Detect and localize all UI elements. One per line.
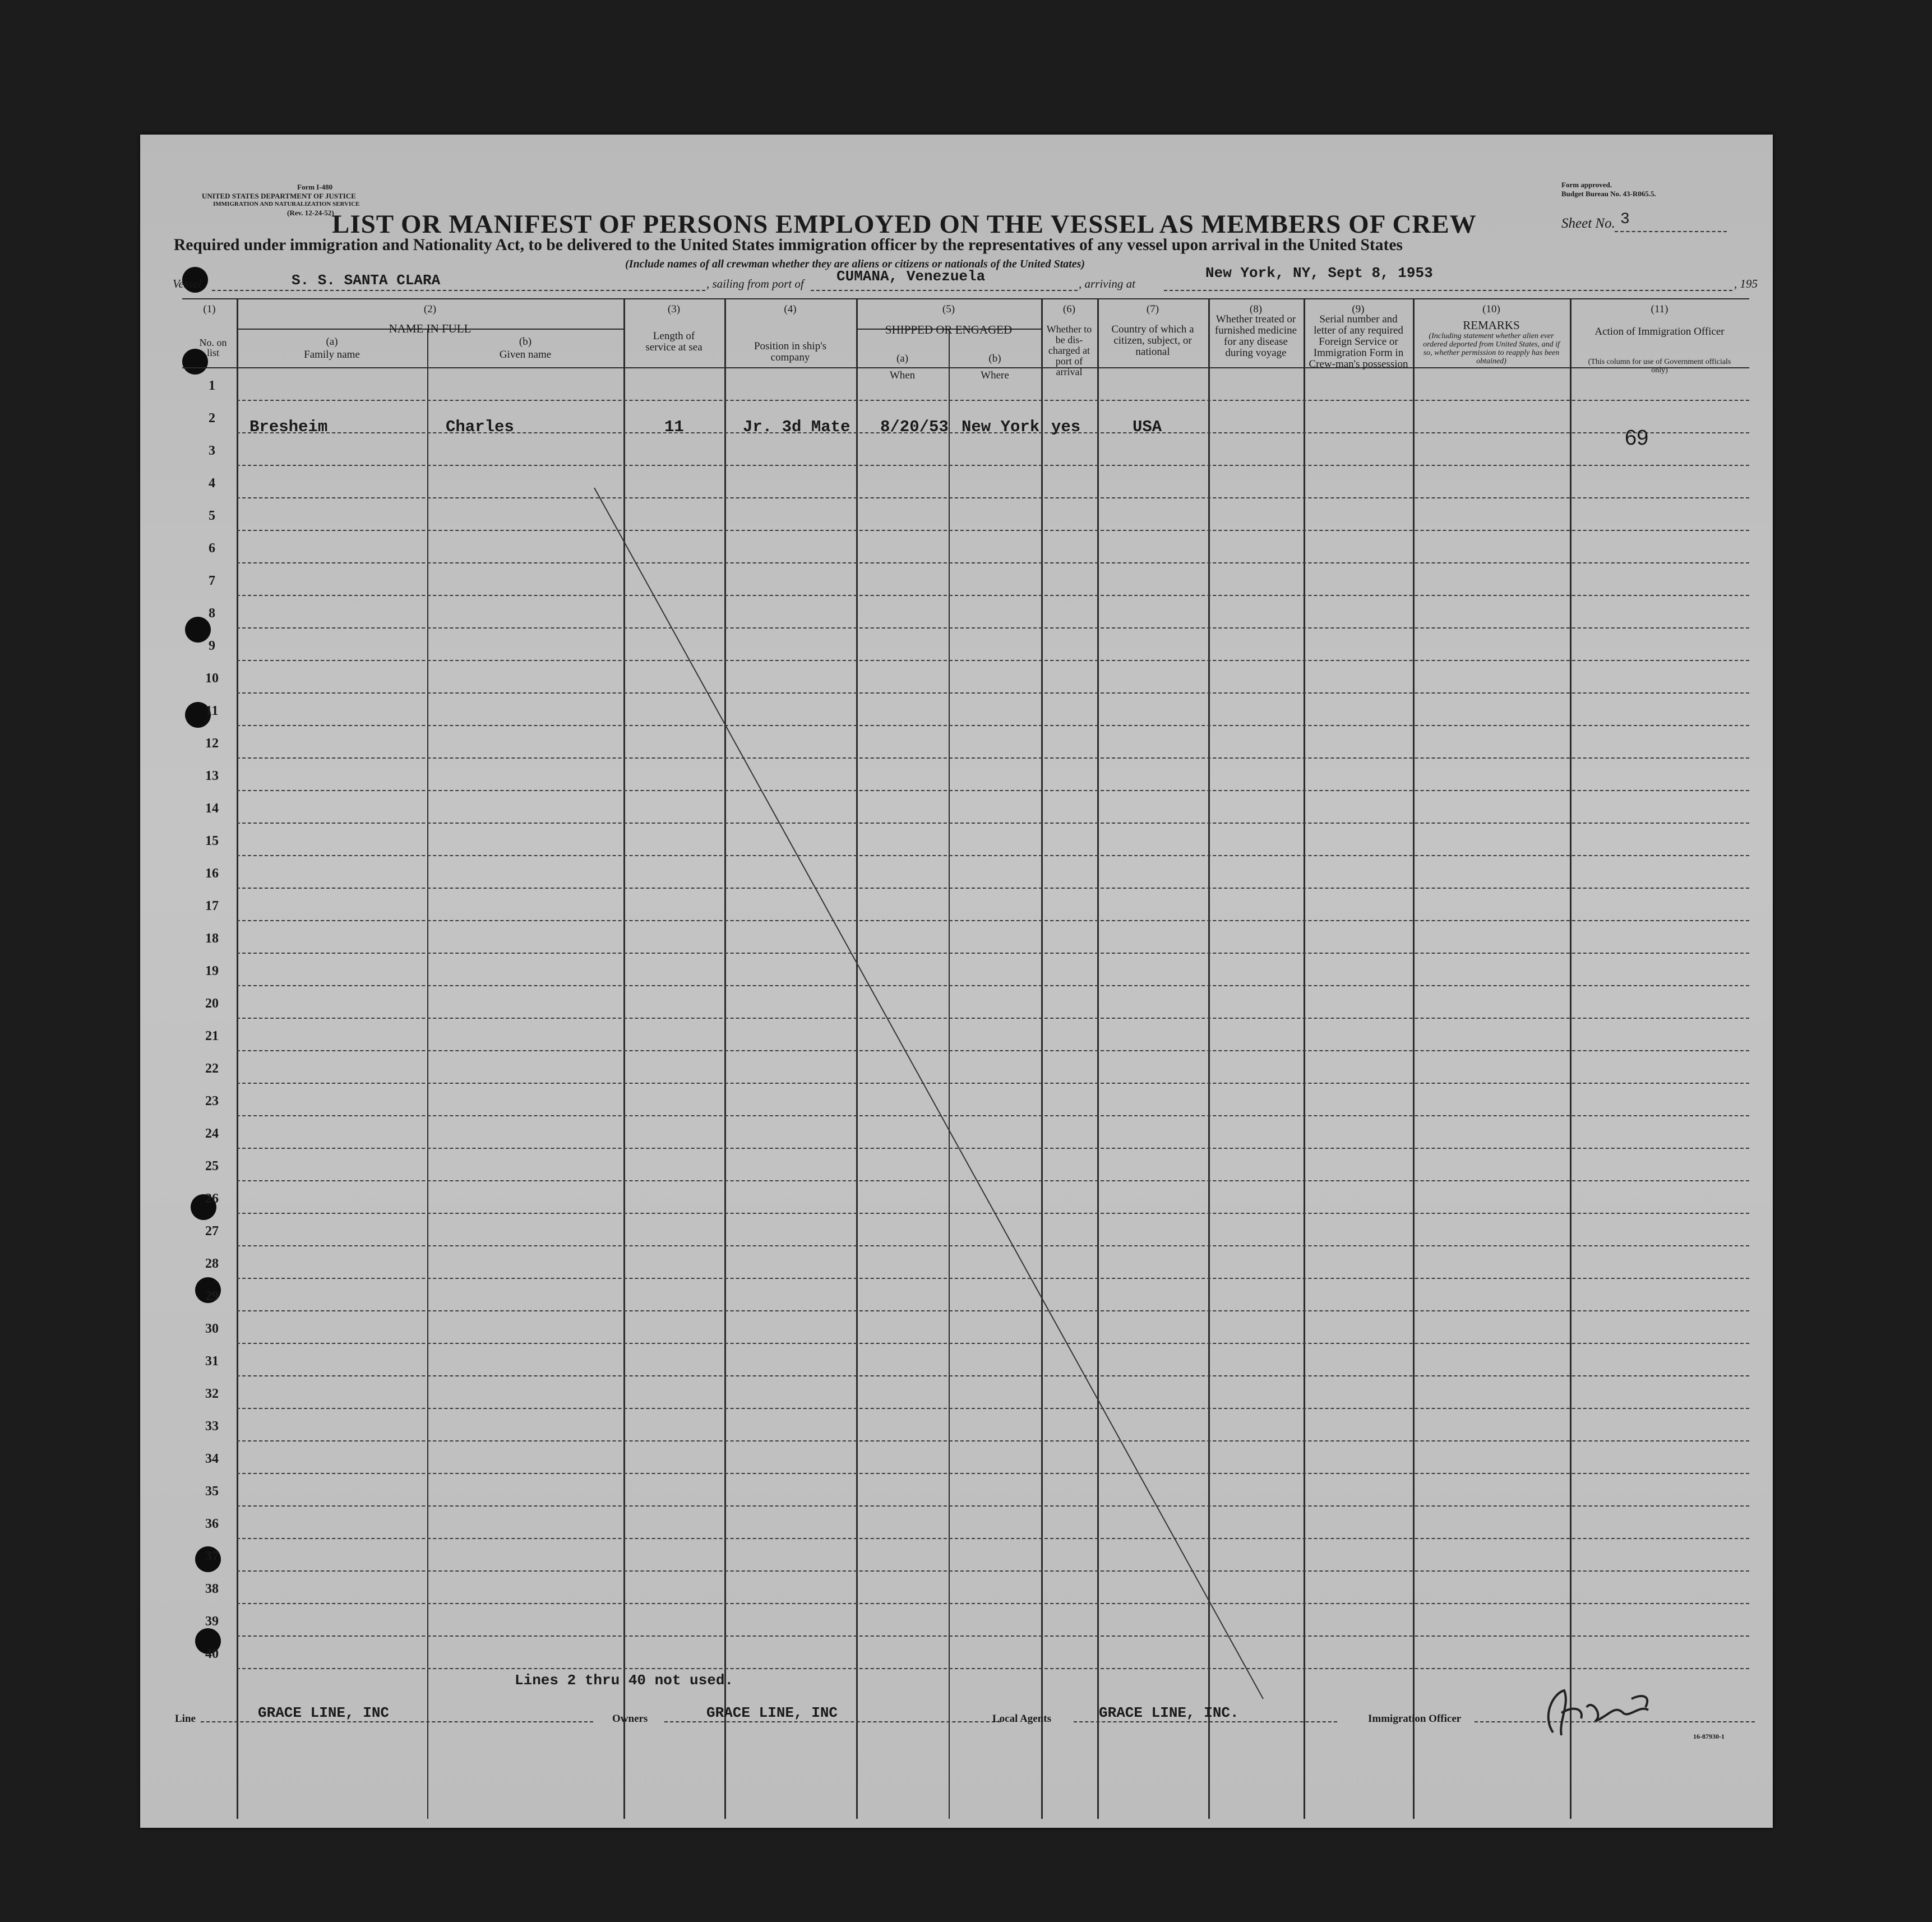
col7-header: Country of which a citizen, subject, or national xyxy=(1111,324,1194,358)
sailing-label: , sailing from port of xyxy=(706,277,804,290)
col1-header: No. on list xyxy=(199,337,227,358)
row-number: 2 xyxy=(209,411,215,426)
col10-header: REMARKS xyxy=(1463,318,1520,332)
officer-signature xyxy=(1531,1682,1676,1744)
row-number: 29 xyxy=(205,1289,219,1304)
col2b-number: (b) xyxy=(519,336,532,348)
line-underline xyxy=(201,1721,593,1722)
col2-number: (2) xyxy=(423,303,437,315)
col2a-number: (a) xyxy=(326,336,338,348)
sheet-label: Sheet No. xyxy=(1561,216,1615,231)
row-number: 17 xyxy=(205,899,219,913)
col6-header: Whether to be dis-charged at port of arrival xyxy=(1046,324,1092,377)
line-value: GRACE LINE, INC xyxy=(258,1704,390,1721)
col2-header: NAME IN FULL xyxy=(389,322,472,335)
arriving-label: , arriving at xyxy=(1079,277,1135,290)
department: UNITED STATES DEPARTMENT OF JUSTICE xyxy=(202,192,356,200)
col7-number: (7) xyxy=(1146,303,1159,315)
row-number: 7 xyxy=(209,574,215,588)
form-approved: Form approved. xyxy=(1561,181,1612,189)
col8-number: (8) xyxy=(1249,303,1263,315)
row-number: 18 xyxy=(205,931,219,946)
row-number: 11 xyxy=(205,704,219,718)
row-number: 37 xyxy=(205,1549,219,1564)
row1-where: New York xyxy=(962,418,1040,436)
row1-when: 8/20/53 xyxy=(880,418,949,436)
row1-family-name: Bresheim xyxy=(249,418,328,436)
row-number: 22 xyxy=(205,1061,219,1076)
row-number: 6 xyxy=(209,541,215,556)
year-suffix: , 195 xyxy=(1734,277,1758,290)
col4-number: (4) xyxy=(784,303,797,315)
row-number: 1 xyxy=(209,378,215,393)
line-label: Line xyxy=(175,1713,196,1725)
row-number: 36 xyxy=(205,1517,219,1531)
row-number: 4 xyxy=(209,476,215,491)
lines-not-used-note: Lines 2 thru 40 not used. xyxy=(515,1672,734,1689)
row-number: 32 xyxy=(205,1387,219,1401)
row-number: 34 xyxy=(205,1452,219,1466)
agents-value: GRACE LINE, INC. xyxy=(1099,1704,1239,1721)
row1-country: USA xyxy=(1133,418,1162,436)
row-number: 27 xyxy=(205,1224,219,1239)
col6-number: (6) xyxy=(1062,303,1076,315)
row-number: 15 xyxy=(205,834,219,848)
form-number: Form I-480 xyxy=(297,183,333,191)
col5a-header: When xyxy=(889,369,916,381)
col3-number: (3) xyxy=(667,303,681,315)
row-number: 38 xyxy=(205,1582,219,1596)
sailing-port: CUMANA, Venezuela xyxy=(836,268,986,285)
officer-label: Immigration Officer xyxy=(1368,1713,1462,1725)
include-text: (Include names of all crewman whether they are aliens or citizens or nationals of the United States) xyxy=(625,258,1085,270)
row-number: 9 xyxy=(209,639,215,653)
row1-service: 11 xyxy=(664,418,684,436)
row-number: 21 xyxy=(205,1029,219,1043)
row-number: 24 xyxy=(205,1126,219,1141)
arriving-port-date: New York, NY, Sept 8, 1953 xyxy=(1205,265,1433,281)
col11-subheader: (This column for use of Government officials only) xyxy=(1588,358,1731,375)
row-number: 20 xyxy=(205,996,219,1011)
col2a-header: Family name xyxy=(304,349,360,361)
row-number: 3 xyxy=(209,443,215,458)
col4-header: Position in ship's company xyxy=(754,340,827,363)
col10-number: (10) xyxy=(1482,303,1500,315)
diagonal-cancel-line xyxy=(140,135,1773,1828)
col11-number: (11) xyxy=(1651,303,1668,315)
col2b-header: Given name xyxy=(499,349,552,361)
row-number: 14 xyxy=(205,801,219,816)
agents-label: Local Agents xyxy=(992,1713,1052,1725)
row-number: 25 xyxy=(205,1159,219,1173)
row1-given-name: Charles xyxy=(446,418,514,436)
service: IMMIGRATION AND NATURALIZATION SERVICE xyxy=(213,201,360,207)
budget-bureau: Budget Bureau No. 43-R065.5. xyxy=(1561,190,1656,198)
vessel-label: Vessel xyxy=(173,277,202,290)
row-number: 28 xyxy=(205,1256,219,1271)
owners-underline xyxy=(664,1721,1001,1722)
row-number: 39 xyxy=(205,1614,219,1629)
manifest-sheet xyxy=(140,135,1773,1828)
row1-officer-action: 69 xyxy=(1625,426,1649,450)
row-number: 8 xyxy=(209,606,215,621)
vessel-name: S. S. SANTA CLARA xyxy=(292,272,441,289)
row1-discharged: yes xyxy=(1051,418,1081,436)
col9-header: Serial number and letter of any required Foreign Service or Immigration Form in Crew-man's possession xyxy=(1309,313,1408,370)
col9-number: (9) xyxy=(1352,303,1365,315)
row-number: 40 xyxy=(205,1647,219,1661)
row-number: 23 xyxy=(205,1094,219,1108)
col5-header: SHIPPED OR ENGAGED xyxy=(885,323,1013,336)
col10-subheader: (Including statement whether alien ever ordered deported from United States, and if so, whether permission to reapply has been obtained) xyxy=(1423,332,1560,366)
revision: (Rev. 12-24-52) xyxy=(287,209,334,217)
form-code: 16-87930-1 xyxy=(1693,1732,1725,1740)
row-number: 12 xyxy=(205,736,219,751)
row-number: 30 xyxy=(205,1322,219,1336)
col5b-number: (b) xyxy=(988,353,1001,364)
page-title: LIST OR MANIFEST OF PERSONS EMPLOYED ON THE VESSEL AS MEMBERS OF CREW xyxy=(332,210,1477,239)
col1-number: (1) xyxy=(203,303,216,315)
row1-position: Jr. 3d Mate xyxy=(743,418,851,436)
row-number: 35 xyxy=(205,1484,219,1499)
row-number: 33 xyxy=(205,1419,219,1434)
row-number: 16 xyxy=(205,866,219,881)
agents-underline xyxy=(1074,1721,1337,1722)
col3-header: Length of service at sea xyxy=(645,330,702,353)
col11-header: Action of Immigration Officer xyxy=(1594,326,1725,338)
required-text: Required under immigration and Nationality Act, to be delivered to the United States immigration officer by the representatives of any vessel upon arrival in the United States xyxy=(174,236,1403,254)
owners-label: Owners xyxy=(612,1713,648,1725)
col5a-number: (a) xyxy=(896,353,909,364)
row-number: 5 xyxy=(209,509,215,523)
sheet-number: 3 xyxy=(1620,211,1630,228)
col5-number: (5) xyxy=(942,303,955,315)
row-number: 31 xyxy=(205,1354,219,1369)
col8-header: Whether treated or furnished medicine for any disease during voyage xyxy=(1214,313,1297,359)
col5b-header: Where xyxy=(981,369,1009,381)
row-number: 26 xyxy=(205,1191,219,1206)
row-number: 19 xyxy=(205,964,219,978)
row-number: 10 xyxy=(205,671,219,686)
row-number: 13 xyxy=(205,769,219,783)
owners-value: GRACE LINE, INC xyxy=(706,1704,838,1721)
